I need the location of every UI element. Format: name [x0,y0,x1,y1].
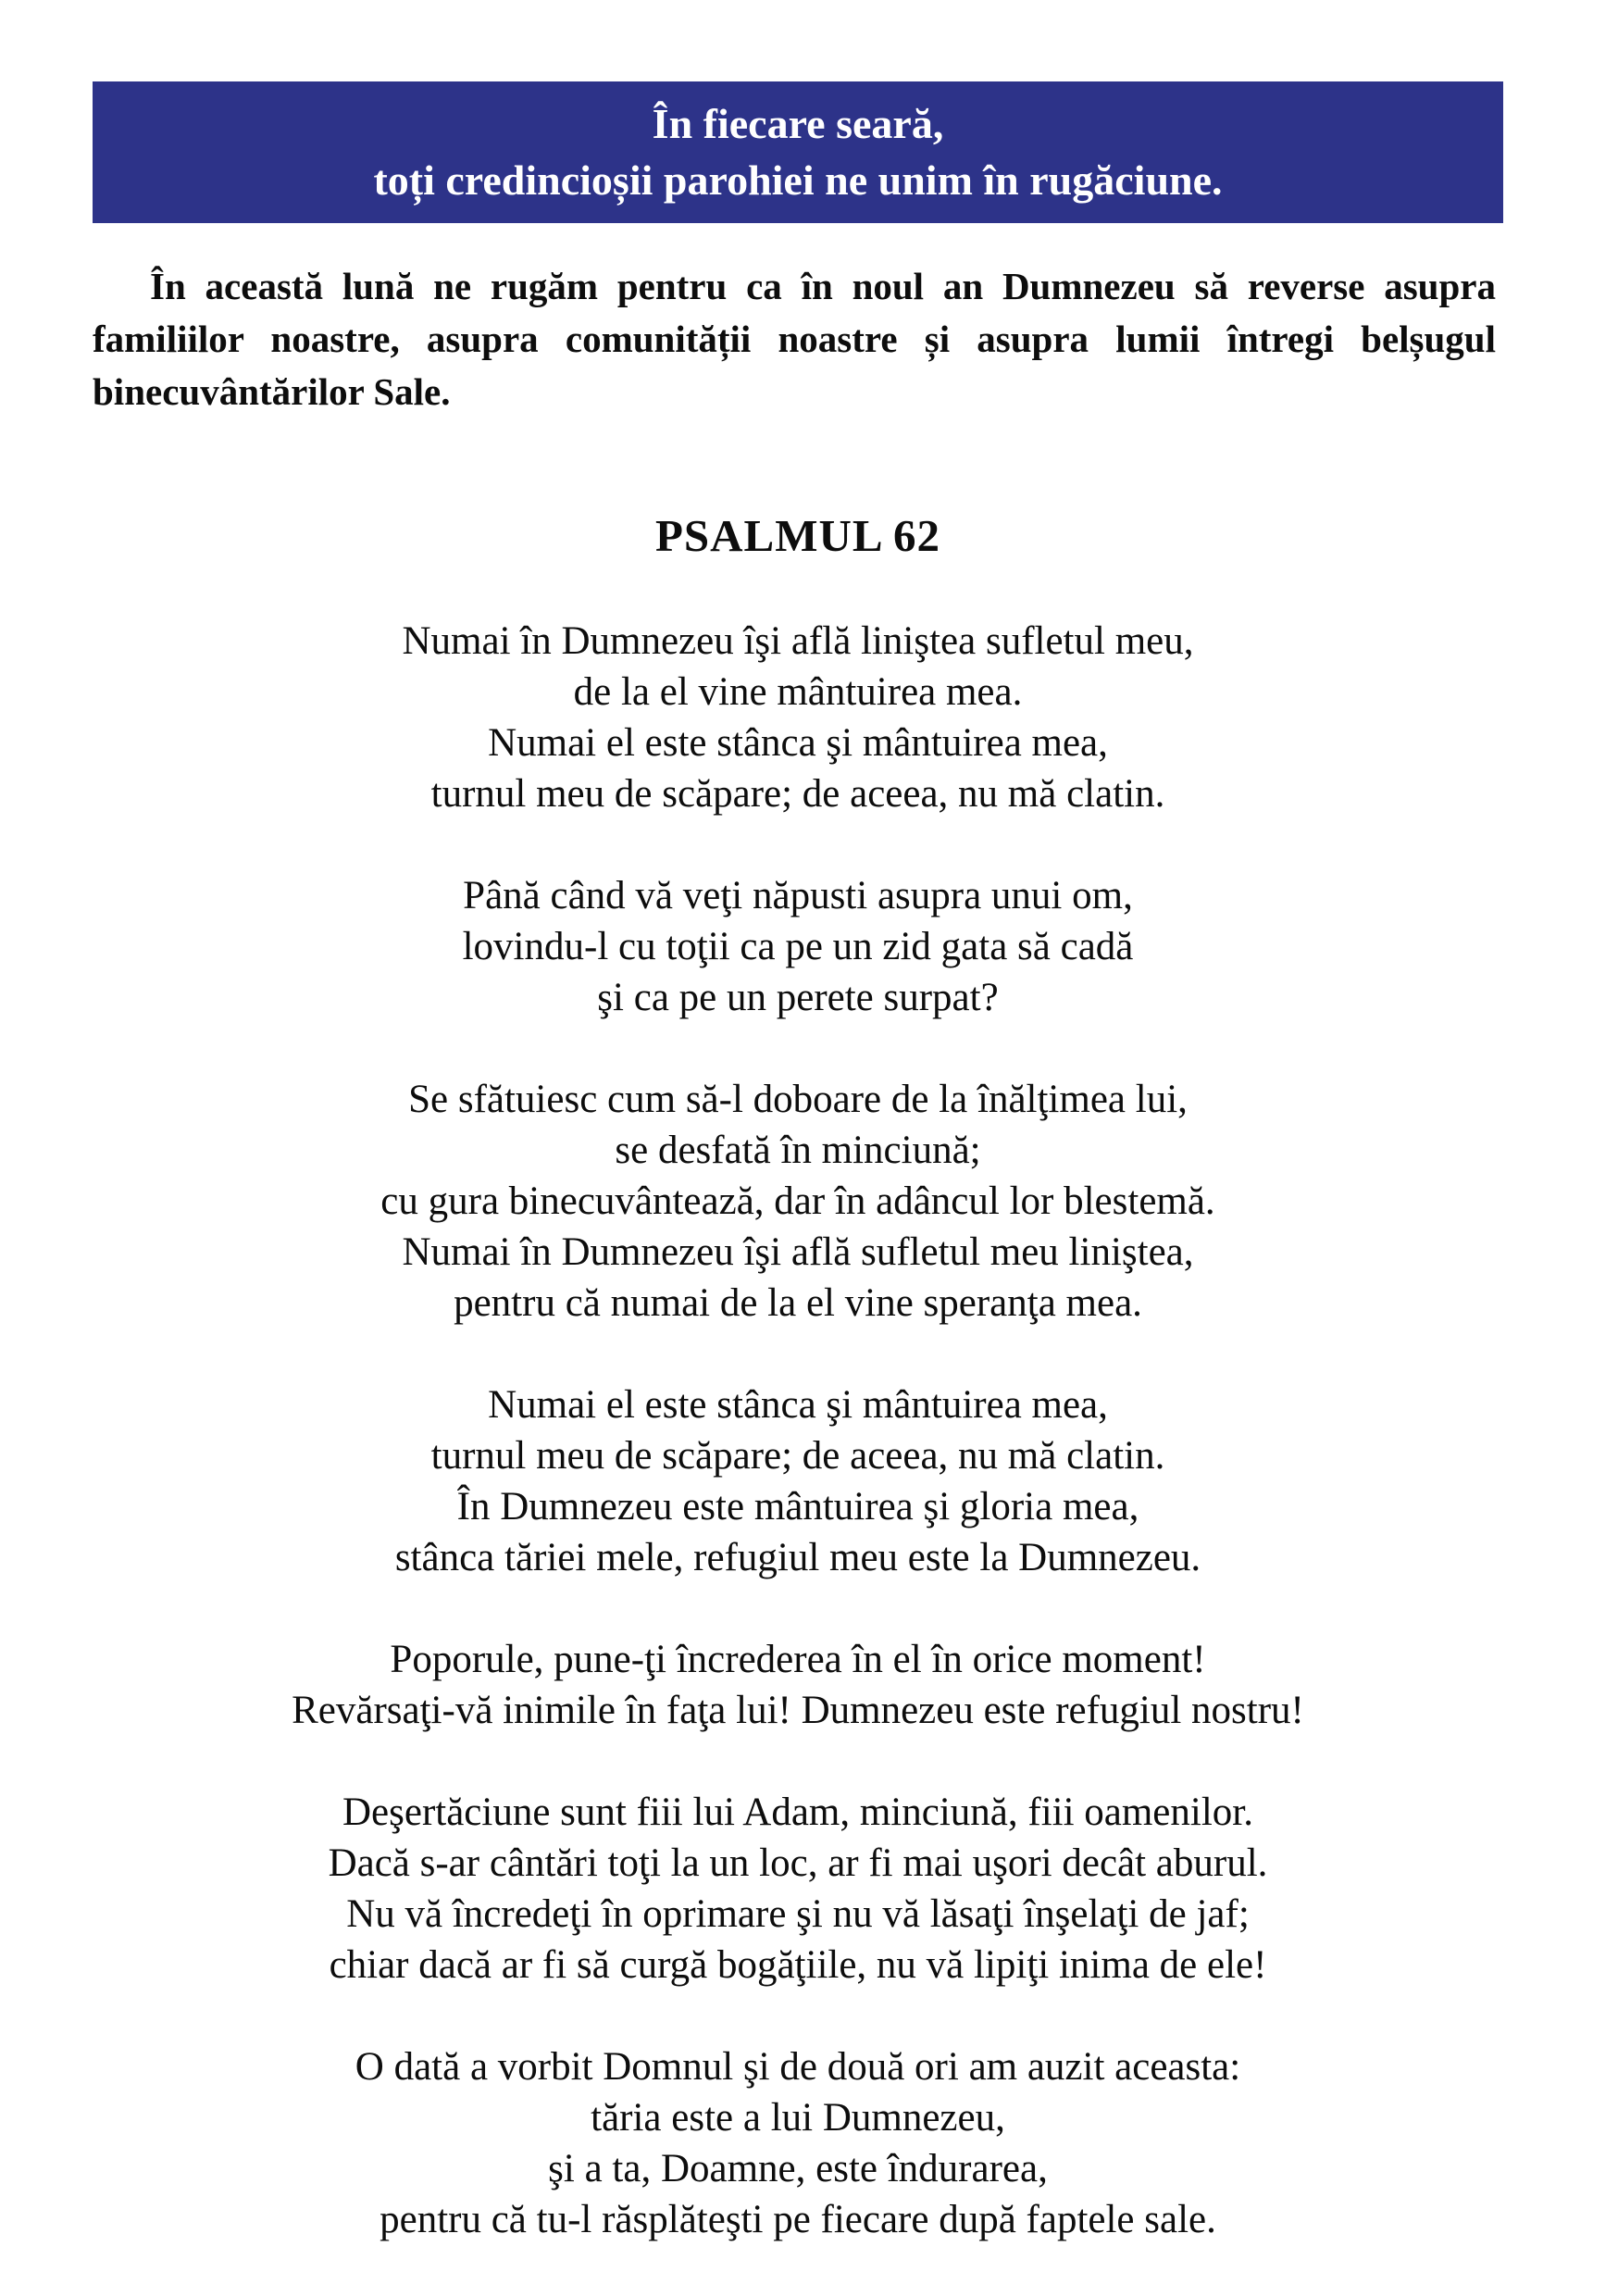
psalm-line: de la el vine mântuirea mea. [573,670,1023,714]
psalm-line: şi ca pe un perete surpat? [597,976,999,1019]
psalm-line: pentru că numai de la el vine speranţa mea. [454,1281,1142,1325]
psalm-stanza [93,2041,1503,2245]
psalm-stanza [93,1074,1503,1329]
header-banner [93,81,1503,223]
psalm-line: pentru că tu-l răsplăteşti pe fiecare după faptele sale. [380,2198,1216,2241]
banner-line-2: toți credincioșii parohiei ne unim în rugăciune. [373,156,1223,204]
psalm-stanza [93,870,1503,1023]
psalm-line: se desfată în minciună; [615,1129,981,1172]
psalm-line: Deşertăciune sunt fiii lui Adam, minciună, fiii oamenilor. [342,1791,1253,1834]
psalm-stanza [93,616,1503,819]
psalm-title: PSALMUL 62 [654,510,941,561]
psalm-line: Se sfătuiesc cum să-l doboare de la înălţimea lui, [408,1078,1188,1121]
psalm-line: lovindu-l cu toţii ca pe un zid gata să cadă [462,925,1134,968]
psalm-stanza [93,1634,1503,1736]
psalm-line: tăria este a lui Dumnezeu, [591,2096,1005,2140]
psalm-line: turnul meu de scăpare; de aceea, nu mă clatin. [430,1434,1165,1478]
psalm-line: Nu vă încredeţi în oprimare şi nu vă lăsaţi înşelaţi de jaf; [346,1892,1250,1936]
banner-line-1: În fiecare seară, [652,100,944,147]
psalm-stanza [93,1787,1503,1990]
psalm-line: Până când vă veţi năpusti asupra unui om, [463,874,1133,917]
psalm-line: chiar dacă ar fi să curgă bogăţiile, nu vă lipiţi inima de ele! [329,1943,1267,1987]
psalm-line: Numai în Dumnezeu îşi află sufletul meu liniştea, [402,1230,1194,1274]
intro-paragraph: În această lună ne rugăm pentru ca în noul an Dumnezeu să reverse asupra familiilor noastre, asupra comunității noastre și asupra lumii întregi belșugul binecuvântărilor Sale. [93,265,1496,413]
psalm-line: Numai el este stânca şi mântuirea mea, [488,721,1108,765]
psalm-line: O dată a vorbit Domnul şi de două ori am auzit aceasta: [355,2045,1241,2089]
psalm-line: Poporule, pune-ţi încrederea în el în orice moment! [390,1638,1206,1681]
psalm-line: Numai el este stânca şi mântuirea mea, [488,1383,1108,1427]
psalm-line: cu gura binecuvântează, dar în adâncul lor blestemă. [380,1179,1215,1223]
psalm-line: stânca tăriei mele, refugiul meu este la Dumnezeu. [394,1536,1201,1579]
psalm-line: şi a ta, Doamne, este îndurarea, [548,2147,1048,2190]
psalm-stanzas [93,616,1503,2245]
psalm-stanza [93,1379,1503,1583]
psalm-line: În Dumnezeu este mântuirea şi gloria mea, [456,1485,1139,1529]
psalm-line: Revărsaţi-vă inimile în faţa lui! Dumnezeu este refugiul nostru! [292,1689,1304,1732]
psalm-line: Dacă s-ar cântări toţi la un loc, ar fi mai uşori decât aburul. [328,1841,1268,1885]
psalm-line: Numai în Dumnezeu îşi află liniştea sufletul meu, [402,619,1194,663]
psalm-line: turnul meu de scăpare; de aceea, nu mă clatin. [430,772,1165,816]
